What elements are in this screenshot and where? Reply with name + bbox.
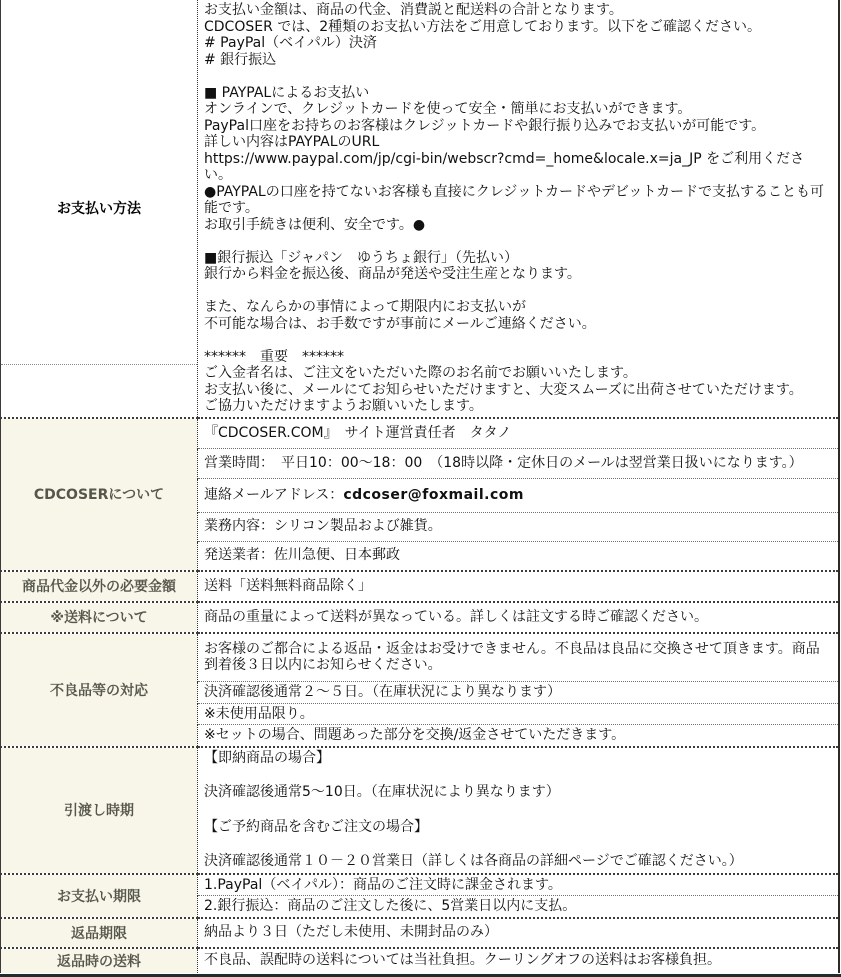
blank-line	[204, 836, 832, 853]
blank-line	[204, 801, 832, 818]
important-marker-line: ****** 重要 ******	[204, 348, 344, 365]
delivery-time-header-cell	[1, 747, 198, 874]
return-shipping-header-cell	[1, 948, 198, 973]
text-line: 決済確認後通常5～10日。（在庫状況により異なります）	[204, 784, 560, 801]
row-shipping-note	[1, 602, 840, 633]
return-deadline-header: 返品期限	[71, 925, 127, 942]
text-line: また、なんらかの事情によって期限内にお支払いが	[204, 299, 526, 315]
defective-header: 不良品等の対応	[50, 682, 148, 699]
defective-set-cell: ※セットの場合、問題あった部分を交換/返金させていただきます。	[198, 725, 840, 747]
row-extra-fees	[1, 571, 840, 602]
text-line: お支払い金額は、商品の代金、消費説と配送料の合計となります。	[204, 2, 623, 18]
extra-fees-content-cell: 送料「送料無料商品除く」	[198, 571, 840, 602]
bottom-border-bar	[0, 974, 841, 977]
return-shipping-content-cell: 不良品、誤配時の送料については当社負担。クーリングオフの送料はお客様負担。	[198, 948, 840, 973]
blank-line	[204, 767, 832, 784]
text-line: 詳しい内容はPAYPALのURL	[204, 134, 380, 150]
row-payment-method	[1, 0, 840, 418]
payment-method-header-cell	[1, 0, 198, 418]
delivery-time-header: 引渡し時期	[64, 803, 134, 820]
defective-header-cell	[1, 633, 198, 747]
payment-method-content-cell	[198, 0, 840, 418]
text-line: 【即納商品の場合】	[204, 749, 330, 766]
text-line: ご入金者名は、ご注文をいただいた際のお名前でお願いいたします。	[204, 365, 637, 381]
text-line: 決済確認後通常１０－２０営業日（詳しくは各商品の詳細ページでご確認ください。）	[204, 853, 743, 870]
text-line: 不可能な場合は、お手数ですが事前にメールご連絡ください。	[204, 315, 596, 332]
text-line: 【ご予約商品を含むご注文の場合】	[204, 818, 428, 835]
text-line: オンラインで、クレジットカードを使って安全・簡単にお支払いができます。	[204, 101, 692, 117]
defective-timing-cell: 決済確認後通常２～５日。（在庫状況により異なります）	[198, 681, 840, 703]
text-line: ご協力いただけますようお願いいたします。	[204, 398, 483, 414]
text-line: ■銀行振込「ジャパン ゆうちょ銀行」（先払い）	[204, 249, 518, 266]
about-shipper-cell: 発送業者：佐川急便、日本郵政	[198, 541, 840, 571]
blank-line	[204, 68, 832, 85]
defective-unused-cell: ※未使用品限り。	[198, 703, 840, 725]
payment-deadline-paypal-cell: 1.PayPal（ベイパル）：商品のご注文時に課金されます。	[198, 874, 840, 896]
row-return-shipping	[1, 948, 840, 973]
left-cell-divider	[1, 364, 197, 365]
shipping-note-header: ※送料について	[50, 610, 148, 626]
about-header-cell	[1, 418, 198, 571]
payment-deadline-header-cell	[1, 874, 198, 918]
email-label: 連絡メールアドレス：	[204, 486, 344, 503]
text-line: PayPal口座をお持ちのお客様はクレジットカードや銀行振り込みでお支払いが可能です。	[204, 117, 766, 134]
blank-line	[204, 332, 832, 349]
text-line: ■ PAYPALによるお支払い	[204, 84, 370, 101]
row-payment-deadline-1	[1, 874, 840, 896]
extra-fees-header-cell	[1, 571, 198, 602]
shipping-note-content-cell: 商品の重量によって送料が異なっている。詳しくは註文する時ご確認ください。	[198, 602, 840, 633]
row-defective-1	[1, 633, 840, 682]
payment-method-header: お支払い方法	[57, 201, 141, 218]
payment-deadline-header: お支払い期限	[57, 888, 141, 905]
about-header: CDCOSERについて	[33, 487, 165, 503]
about-site-cell: 『CDCOSER.COM』 サイト運営責任者 タタノ	[198, 418, 840, 449]
text-line: お支払い後に、メールにてお知らせいただけますと、大変スムーズに出荷させていただけます。	[204, 381, 803, 398]
row-about-site	[1, 418, 840, 449]
text-line: 銀行から料金を振込後、商品が発送や受注生産となります。	[204, 266, 581, 282]
text-line: CDCOSER では、2種類のお支払い方法をご用意しております。以下をご確認ください。	[204, 18, 762, 35]
return-shipping-header: 返品時の送料	[57, 953, 141, 970]
text-line: # PayPal（ベイパル）決済	[204, 35, 377, 51]
payment-deadline-bank-cell: 2.銀行振込：商品のご注文した後に、5営業日以内に支払。	[198, 896, 840, 918]
about-email-cell	[198, 478, 840, 512]
row-delivery-time	[1, 747, 840, 874]
text-line: ●PAYPALの口座を持てないお客様も直接にクレジットカードやデビットカードで支払することも可能です。	[204, 183, 824, 216]
about-business-cell: 業務内容：シリコン製品および雑貨。	[198, 512, 840, 541]
about-hours-cell: 営業時間： 平日10：00～18：00 （18時以降・定休日のメールは翌営業日扱いになります。）	[198, 448, 840, 478]
return-deadline-content-cell: 納品より３日（ただし未使用、未開封品のみ）	[198, 918, 840, 948]
email-address: cdcoser@foxmail.com	[343, 486, 524, 503]
row-return-deadline	[1, 918, 840, 948]
defective-policy-cell: お客様のご都合による返品・返金はお受けできません。不良品は良品に交換させて頂きます。商品到着後３日以内にお知らせください。	[198, 633, 840, 682]
delivery-time-content-cell	[198, 747, 840, 874]
blank-line	[204, 233, 832, 250]
shipping-note-header-cell	[1, 602, 198, 633]
extra-fees-header: 商品代金以外の必要金額	[22, 579, 176, 595]
text-line: # 銀行振込	[204, 51, 277, 68]
paypal-url-line: https://www.paypal.com/jp/cgi-bin/webscr?cmd=_home&locale.x=ja_JP をご利用ください。	[204, 150, 805, 183]
text-line: お取引手続きは便利、安全です。●	[204, 216, 426, 233]
blank-line	[204, 283, 832, 300]
return-deadline-header-cell	[1, 918, 198, 948]
